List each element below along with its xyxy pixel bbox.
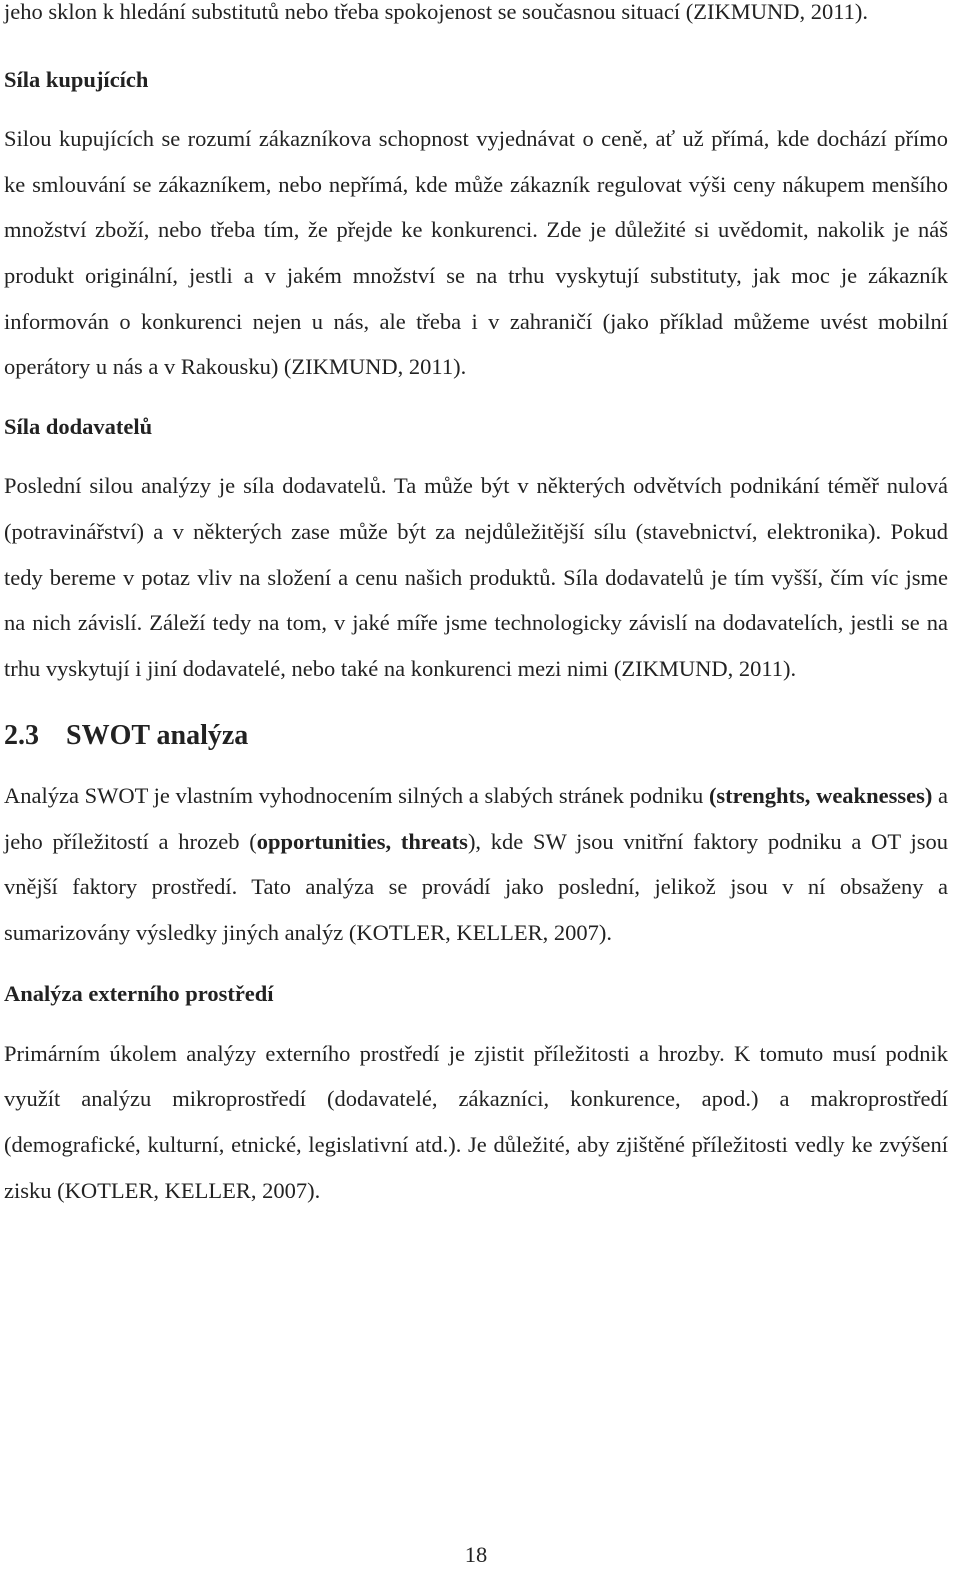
swot-text-e: ), kde SW jsou vnitřní faktory podniku a OT jsou vnější faktory prostředí. Tato analýza se provádí jako poslední, jelikož jsou v ní obsaženy a sumarizovány výsledky jiných analýz (KOTLER, KELLER, 2007). [4, 828, 949, 945]
swot-text-a: Analýza SWOT je vlastním vyhodnocením silných a slabých stránek podniku [4, 782, 709, 808]
paragraph-sila-kupujicich: Silou kupujících se rozumí zákazníkova schopnost vyjednávat o ceně, ať už přímá, kde dochází přímo ke smlouvání se zákazníkem, nebo nepřímá, kde může zákazník regulovat výši ceny nákupem menšího množství zboží, nebo třeba tím, že přejde ke konkurenci. Zde je důležité si uvědomit, nakolik je náš produkt originální, jestli a v jakém množství se na trhu vyskytují substituty, jak moc je zákazník informován o konkurenci nejen u nás, ale třeba i v zahraničí (jako příklad můžeme uvést mobilní operátory u nás a v Rakousku) (ZIKMUND, 2011). [4, 126, 948, 380]
paragraph-continuation: jeho sklon k hledání substitutů nebo třeba spokojenost se současnou situací (ZIKMUND, 2011). [4, 0, 869, 24]
page-number: 18 [464, 1542, 488, 1567]
swot-text-bold-ot: opportunities, threats [256, 828, 468, 854]
section-heading-swot [4, 713, 948, 759]
paragraph-externi-prostredi: Primárním úkolem analýzy externího prostředí je zjistit příležitosti a hrozby. K tomuto musí podnik využít analýzu mikroprostředí (dodavatelé, zákazníci, konkurence, apod.) a makroprostředí (demografické, kulturní, etnické, legislativní atd.). Je důležité, aby zjištěné příležitosti vedly ke zvýšení zisku (KOTLER, KELLER, 2007). [4, 1040, 948, 1203]
paragraph-sila-dodavatelu: Poslední silou analýzy je síla dodavatelů. Ta může být v některých odvětvích podnikání téměř nulová (potravinářství) a v některých zase může být za nejdůležitější sílu (stavebnictví, elektronika). Pokud tedy bereme v potaz vliv na složení a cenu našich produktů. Síla dodavatelů je tím vyšší, čím víc jsme na nich závislí. Záleží tedy na tom, v jaké míře jsme technologicky závislí na dodavatelích, jestli se na trhu vyskytují i jiní dodavatelé, nebo také na konkurenci mezi nimi (ZIKMUND, 2011). [4, 473, 948, 681]
heading-analyza-externiho-prostredi: Analýza externího prostředí [4, 981, 274, 1007]
section-title: SWOT analýza [66, 720, 249, 752]
paragraph-swot [4, 773, 948, 955]
heading-sila-dodavatelu: Síla dodavatelů [4, 413, 153, 439]
document-page [4, 0, 948, 1213]
section-number: 2.3 [4, 720, 39, 752]
swot-text-bold-sw: (strenghts, weaknesses) [708, 782, 933, 808]
swot-text-c: a jeho příležitostí a hrozeb ( [4, 782, 948, 854]
heading-sila-kupujicich: Síla kupujících [4, 66, 149, 92]
